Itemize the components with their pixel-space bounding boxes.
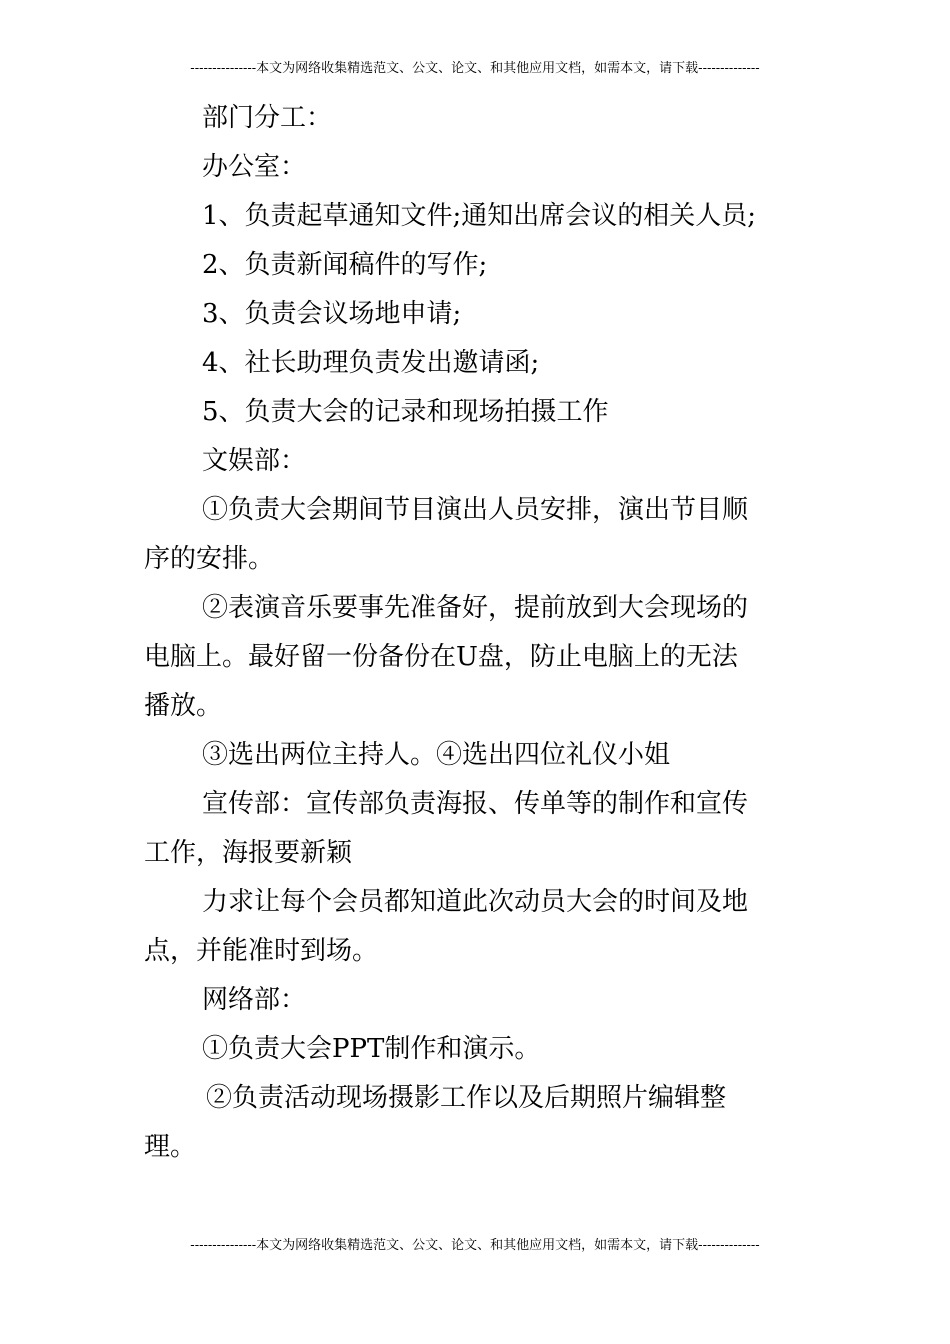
footer-banner: ---------------本文为网络收集精选范文、公文、论文、和其他应用文档，如需本文，请下载-------------- [190, 1238, 760, 1253]
network-item-2-line-1: ②负责活动现场摄影工作以及后期照片编辑整 [206, 1083, 727, 1113]
office-item-4: 4、社长助理负责发出邀请函; [202, 348, 540, 378]
entertainment-item-3-4: ③选出两位主持人。④选出四位礼仪小姐 [202, 740, 671, 770]
publicity-paragraph-line-1: 宣传部：宣传部负责海报、传单等的制作和宣传 [202, 789, 749, 819]
office-item-3: 3、负责会议场地申请; [202, 299, 462, 329]
publicity-paragraph-line-2: 工作，海报要新颖 [144, 838, 353, 868]
header-banner: ---------------本文为网络收集精选范文、公文、论文、和其他应用文档，如需本文，请下载-------------- [190, 61, 760, 76]
network-item-1: ①负责大会PPT制作和演示。 [202, 1034, 541, 1064]
entertainment-item-1-line-1: ①负责大会期间节目演出人员安排，演出节目顺 [202, 495, 749, 525]
entertainment-item-2-line-3: 播放。 [144, 691, 223, 721]
section-heading-entertainment: 文娱部： [202, 446, 307, 476]
network-item-2-line-2: 理。 [144, 1132, 197, 1162]
office-item-5: 5、负责大会的记录和现场拍摄工作 [202, 397, 609, 427]
publicity-paragraph2-line-2: 点，并能准时到场。 [144, 936, 379, 966]
publicity-paragraph2-line-1: 力求让每个会员都知道此次动员大会的时间及地 [202, 887, 749, 917]
office-item-1: 1、负责起草通知文件;通知出席会议的相关人员; [202, 201, 757, 231]
section-heading-office: 办公室： [202, 152, 307, 182]
section-heading-division: 部门分工： [202, 103, 333, 133]
entertainment-item-2-line-2: 电脑上。最好留一份备份在U盘，防止电脑上的无法 [144, 642, 738, 672]
office-item-2: 2、负责新闻稿件的写作; [202, 250, 488, 280]
entertainment-item-1-line-2: 序的安排。 [144, 544, 275, 574]
section-heading-network: 网络部： [202, 985, 307, 1015]
document-body [144, 94, 810, 1172]
entertainment-item-2-line-1: ②表演音乐要事先准备好，提前放到大会现场的 [202, 593, 749, 623]
